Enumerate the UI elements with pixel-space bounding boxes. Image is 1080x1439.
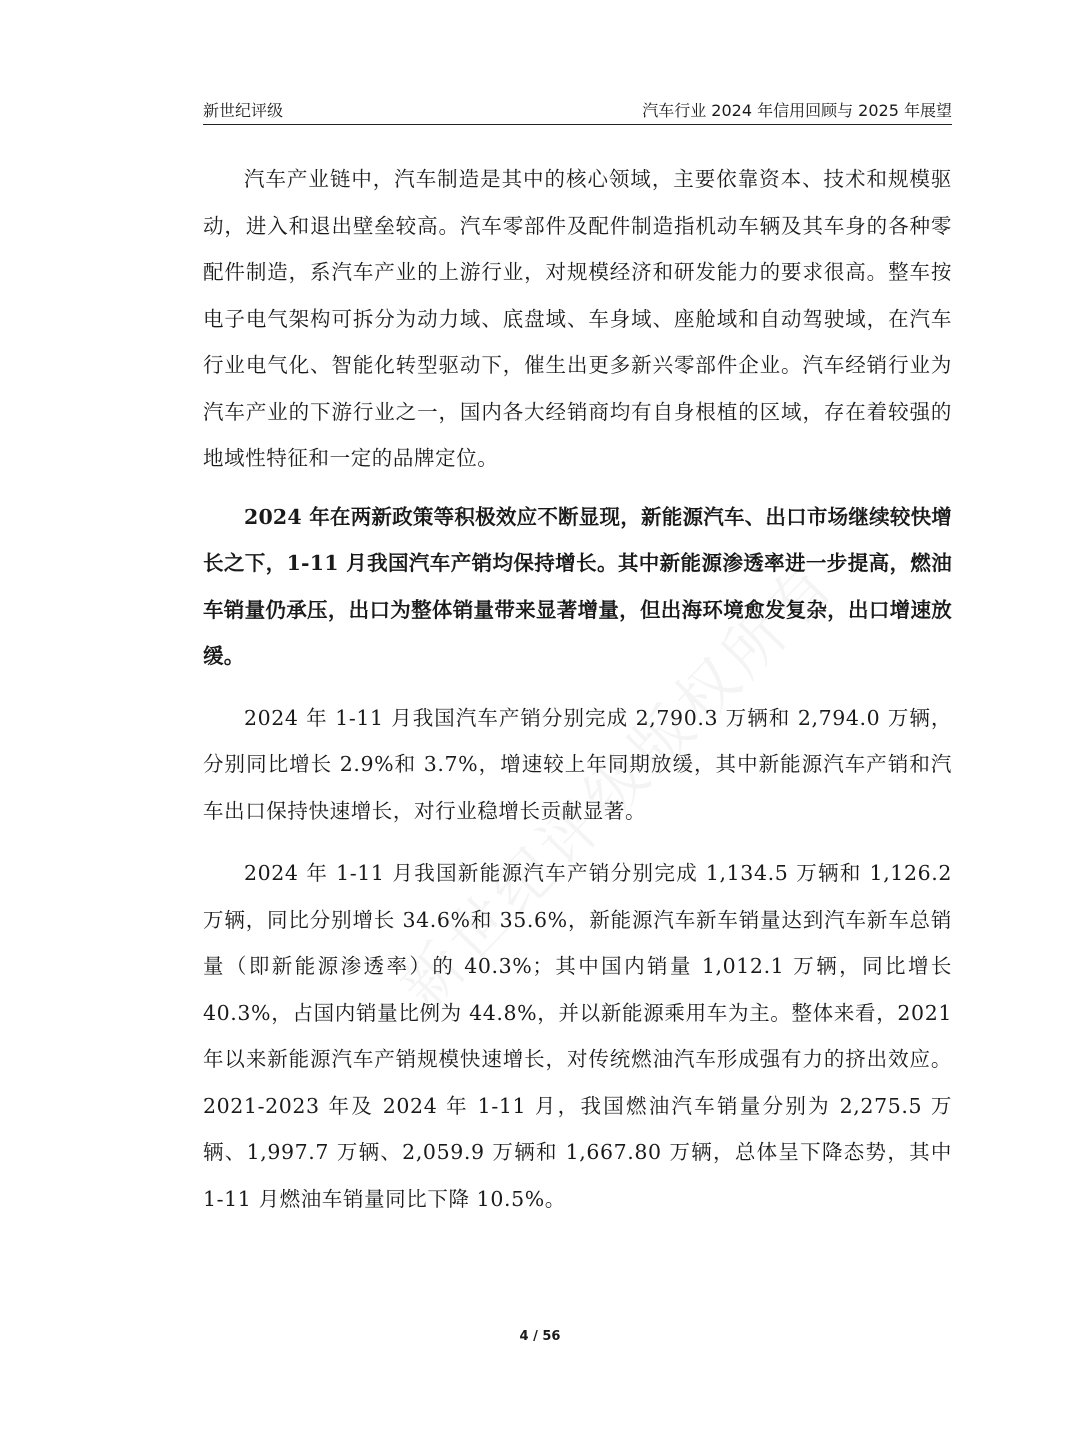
paragraph-new-energy: 2024 年 1-11 月我国新能源汽车产销分别完成 1,134.5 万辆和 1,126.2 万辆，同比分别增长 34.6%和 35.6%，新能源汽车新车销量达到汽车新车总销量（即新能源渗透率）的 40.3%；其中国内销量 1,012.1 万辆，同比增长 40.3%，占国内销量比例为 44.8%，并以新能源乘用车为主。整体来看，2021 年以来新能源汽车产销规模快速增长，对传统燃油汽车形成强有力的挤出效应。2021-2023 年及 2024 年 1-11 月，我国燃油汽车销量分别为 2,275.5 万辆、1,997.7 万辆、2,059.9 万辆和 1,667.80 万辆，总体呈下降态势，其中 1-11 月燃油车销量同比下降 10.5%。 [203,861,952,1211]
paragraph-production-sales: 2024 年 1-11 月我国汽车产销分别完成 2,790.3 万辆和 2,794.0 万辆，分别同比增长 2.9%和 3.7%，增速较上年同期放缓，其中新能源汽车产销和汽车出口保持快速增长，对行业稳增长贡献显著。 [203,705,952,823]
page-header [203,96,952,122]
page-number: 4 / 56 [519,1329,561,1344]
header-divider [203,124,952,125]
header-org-name: 新世纪评级 [203,100,284,120]
header-report-title: 汽车行业 2024 年信用回顾与 2025 年展望 [642,100,952,120]
paragraph-industry-chain: 汽车产业链中，汽车制造是其中的核心领域，主要依靠资本、技术和规模驱动，进入和退出壁垒较高。汽车零部件及配件制造指机动车辆及其车身的各种零配件制造，系汽车产业的上游行业，对规模经济和研发能力的要求很高。整车按电子电气架构可拆分为动力域、底盘域、车身域、座舱域和自动驾驶域，在汽车行业电气化、智能化转型驱动下，催生出更多新兴零部件企业。汽车经销行业为汽车产业的下游行业之一，国内各大经销商均有自身根植的区域，存在着较强的地域性特征和一定的品牌定位。 [203,167,952,470]
document-body [203,156,952,1222]
paragraph-key-finding: 2024 年在两新政策等积极效应不断显现，新能源汽车、出口市场继续较快增长之下，1-11 月我国汽车产销均保持增长。其中新能源渗透率进一步提高，燃油车销量仍承压，出口为整体销量带来显著增量，但出海环境愈发复杂，出口增速放缓。 [203,504,952,668]
